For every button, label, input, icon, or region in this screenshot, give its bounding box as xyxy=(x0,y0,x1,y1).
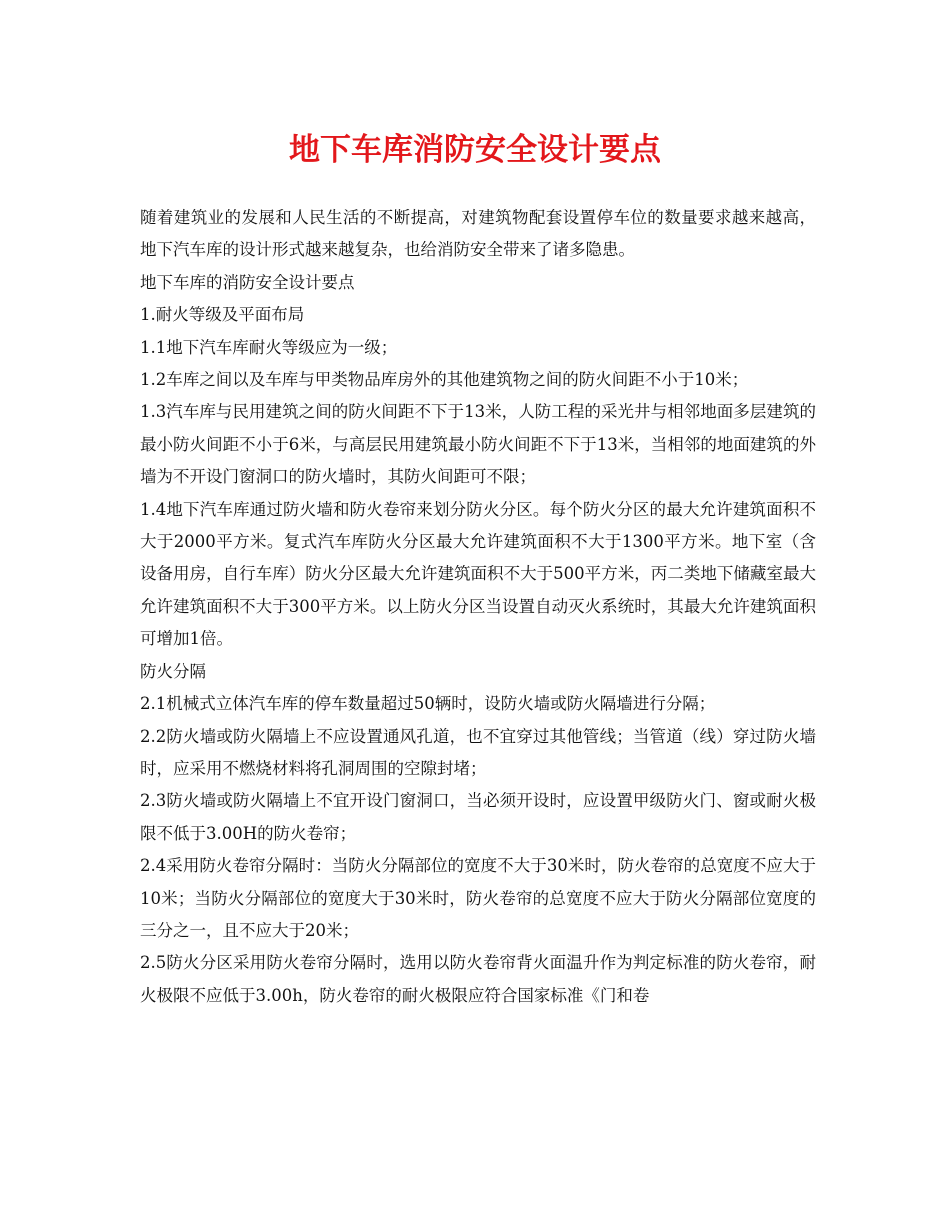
paragraph-2-1: 2.1机械式立体汽车库的停车数量超过50辆时，设防火墙或防火隔墙进行分隔； xyxy=(140,694,716,714)
document-body xyxy=(140,202,816,1012)
paragraph-intro: 随着建筑业的发展和人民生活的不断提高，对建筑物配套设置停车位的数量要求越来越高，地下汽车库的设计形式越来越复杂，也给消防安全带来了诸多隐患。 xyxy=(140,208,816,260)
paragraph-1-3: 1.3汽车库与民用建筑之间的防火间距不下于13米，人防工程的采光井与相邻地面多层建筑的最小防火间距不小于6米，与高层民用建筑最小防火间距不下于13米，当相邻的地面建筑的外墙为不开设门窗洞口的防火墙时，其防火间距可不限； xyxy=(140,402,816,487)
paragraph-2-5: 2.5防火分区采用防火卷帘分隔时，选用以防火卷帘背火面温升作为判定标准的防火卷帘，耐火极限不应低于3.00h，防火卷帘的耐火极限应符合国家标准《门和卷 xyxy=(140,953,816,1005)
paragraph-2-2: 2.2防火墙或防火隔墙上不应设置通风孔道，也不宜穿过其他管线；当管道（线）穿过防火墙时，应采用不燃烧材料将孔洞周围的空隙封堵； xyxy=(140,726,816,778)
paragraph-heading-1: 1.耐火等级及平面布局 xyxy=(140,305,305,325)
paragraph-1-1: 1.1地下汽车库耐火等级应为一级； xyxy=(140,337,398,357)
paragraph-2-3: 2.3防火墙或防火隔墙上不宜开设门窗洞口，当必须开设时，应设置甲级防火门、窗或耐火极限不低于3.00H的防火卷帘； xyxy=(140,791,816,843)
paragraph-1-4: 1.4地下汽车库通过防火墙和防火卷帘来划分防火分区。每个防火分区的最大允许建筑面积不大于2000平方米。复式汽车库防火分区最大允许建筑面积不大于1300平方米。地下室（含设备用房，自行车库）防火分区最大允许建筑面积不大于500平方米，丙二类地下储藏室最大允许建筑面积不大于300平方米。以上防火分区当设置自动灭火系统时，其最大允许建筑面积可增加1倍。 xyxy=(140,499,816,649)
paragraph-1-2: 1.2车库之间以及车库与甲类物品库房外的其他建筑物之间的防火间距不小于10米； xyxy=(140,370,749,390)
document-title: 地下车库消防安全设计要点 xyxy=(289,132,661,168)
paragraph-heading-2: 防火分隔 xyxy=(140,661,206,681)
paragraph-2-4: 2.4采用防火卷帘分隔时：当防火分隔部位的宽度不大于30米时，防火卷帘的总宽度不应大于10米；当防火分隔部位的宽度大于30米时，防火卷帘的总宽度不应大于防火分隔部位宽度的三分之一，且不应大于20米； xyxy=(140,856,816,940)
paragraph-section-heading: 地下车库的消防安全设计要点 xyxy=(140,272,355,292)
